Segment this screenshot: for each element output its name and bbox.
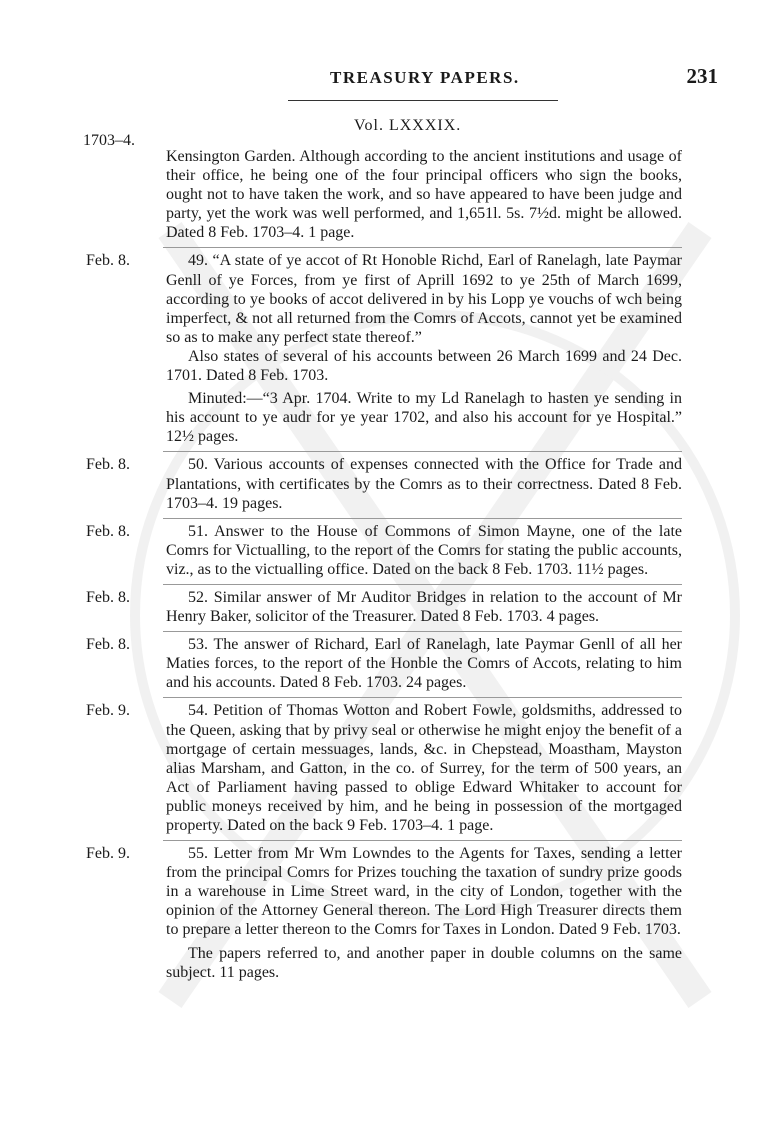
entry-paragraph: 54. Petition of Thomas Wotton and Robert Fowle, goldsmiths, addressed to the Queen, asking that by privy seal or otherwise he might enjoy the benefit of a mortgage of certain messuages, lands, &c. in Chepstead, Moastham, Mayston alias Marsham, and Gatton, in the co. of Surrey, for the term of 500 years, an Act of Parliament having passed to oblige Edward Whitaker to account for public moneys received by him, and he being in possession of the mortgaged property. Dated on the back 9 Feb. 1703–4. 1 page. xyxy=(166,702,682,834)
entry-body xyxy=(166,844,682,982)
entry-52 xyxy=(86,588,682,626)
entry-body xyxy=(166,588,682,626)
volume-title: Vol. LXXXIX. xyxy=(354,117,462,134)
entry-paragraph: 52. Similar answer of Mr Auditor Bridges in relation to the account of Mr Henry Baker, solicitor of the Treasurer. Dated 8 Feb. 1703. 4 pages. xyxy=(166,588,682,626)
minute-paragraph: Minuted:—“3 Apr. 1704. Write to my Ld Ranelagh to hasten ye sending in his account to ye audr for ye year 1702, and also his account for ye Hospital.” 12½ pages. xyxy=(166,390,682,446)
entry-date: Feb. 8. xyxy=(86,456,130,474)
entry-paragraph: 55. Letter from Mr Wm Lowndes to the Agents for Taxes, sending a letter from the principal Comrs for Prizes touching the taxation of sundry prize goods in a warehouse in Lime Street ward, in the city of London, together with the opinion of the Attorney General thereon. The Lord High Treasurer directs them to prepare a letter thereon to the Comrs for Taxes in London. Dated 9 Feb. 1703. xyxy=(166,845,682,939)
entry-paragraph: The papers referred to, and another paper in double columns on the same subject. 11 pages. xyxy=(166,944,682,981)
entry-date: Feb. 8. xyxy=(86,636,130,654)
entry-paragraph: 51. Answer to the House of Commons of Simon Mayne, one of the late Comrs for Victualling, to the report of the Comrs for stating the public accounts, viz., as to the victualling office. Dated on the back 8 Feb. 1703. 11½ pages. xyxy=(166,522,682,578)
calendar-entries xyxy=(86,147,682,982)
entry-date: Feb. 8. xyxy=(86,522,130,540)
entry-body xyxy=(166,251,682,446)
entry-50 xyxy=(86,455,682,512)
entry-body xyxy=(166,147,682,242)
page-number: 231 xyxy=(686,64,718,88)
entry-paragraph: 50. Various accounts of expenses connected with the Office for Trade and Plantations, with certificates by the Comrs as to their correctness. Dated 8 Feb. 1703–4. 19 pages. xyxy=(166,456,682,512)
entry-49 xyxy=(86,251,682,446)
entry-body xyxy=(166,635,682,692)
running-title: TREASURY PAPERS. xyxy=(330,68,520,87)
entry-date: Feb. 9. xyxy=(86,845,130,863)
entry-55 xyxy=(86,844,682,982)
entry-53 xyxy=(86,635,682,692)
entry-54 xyxy=(86,701,682,835)
entry-paragraph: 53. The answer of Richard, Earl of Ranelagh, late Paymar Genll of all her Maties forces, to the report of the Honble the Comrs of Accots, relating to him and his accounts. Dated 8 Feb. 1703. 24 pages. xyxy=(166,636,682,692)
entry-51 xyxy=(86,522,682,579)
entry-body xyxy=(166,522,682,579)
header-rule xyxy=(288,100,558,101)
entry-date: Feb. 8. xyxy=(86,252,130,270)
year-margin-note: 1703–4. xyxy=(83,132,135,149)
entry-body xyxy=(166,701,682,835)
entry-date xyxy=(86,147,166,242)
entry-paragraph: Kensington Garden. Although according to the ancient institutions and usage of their office, he being one of the four principal officers who sign the books, ought not to have taken the work, and so have appeared to have been judge and party, yet the work was well performed, and 1,651l. 5s. 7½d. might be allowed. Dated 8 Feb. 1703–4. 1 page. xyxy=(166,148,682,242)
entry-paragraph: 49. “A state of ye accot of Rt Honoble Richd, Earl of Ranelagh, late Paymar Genll of ye Forces, from ye first of Aprill 1692 to ye 25th of March 1699, according to ye books of accot delivered in by his Lopp ye vouchs of wch being imperfect, & not all returned from the Comrs of Accots, cannot yet be examined so as to make any perfect state thereof.” xyxy=(166,252,682,346)
page-header xyxy=(160,64,718,92)
entry-date: Feb. 9. xyxy=(86,702,130,720)
entry-body xyxy=(166,455,682,512)
entry-date: Feb. 8. xyxy=(86,588,130,606)
entry-paragraph: Also states of several of his accounts between 26 March 1699 and 24 Dec. 1701. Dated 8 Feb. 1703. xyxy=(166,347,682,385)
entry-continuation xyxy=(86,147,682,242)
